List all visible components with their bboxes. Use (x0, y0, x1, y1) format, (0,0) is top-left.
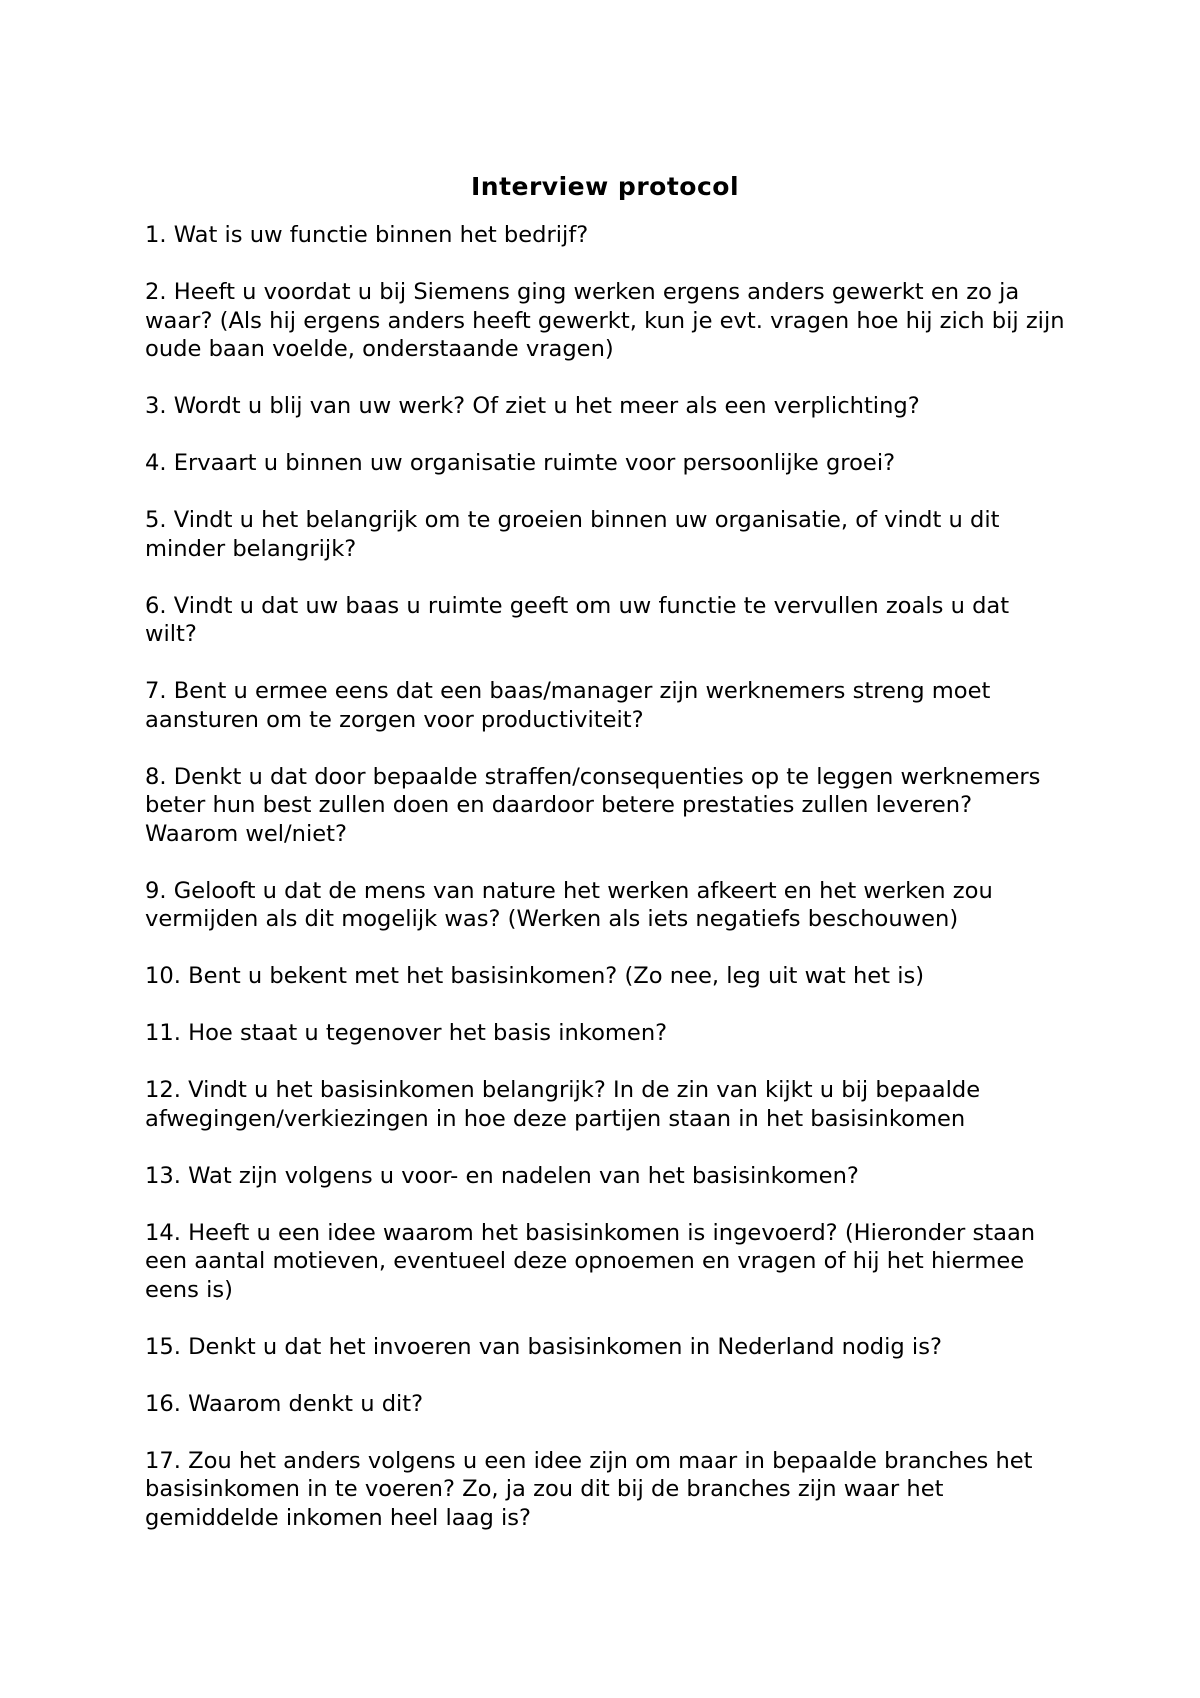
question-5: 5. Vindt u het belangrijk om te groeien binnen uw organisatie, of vindt u dit minder belangrijk? (145, 507, 1000, 562)
question-6: 6. Vindt u dat uw baas u ruimte geeft om uw functie te vervullen zoals u dat wilt? (145, 592, 1010, 647)
document-title: Interview protocol (470, 172, 740, 201)
question-12: 12. Vindt u het basisinkomen belangrijk? In de zin van kijkt u bij bepaalde afwegingen/verkiezingen in hoe deze partijen staan in het basisinkomen (145, 1077, 981, 1132)
document-body (145, 170, 1065, 1561)
question-17: 17. Zou het anders volgens u een idee zijn om maar in bepaalde branches het basisinkomen in te voeren? Zo, ja zou dit bij de branches zijn waar het gemiddelde inkomen heel laag is? (145, 1447, 1033, 1531)
question-3: 3. Wordt u blij van uw werk? Of ziet u het meer als een verplichting? (145, 393, 920, 419)
question-1: 1. Wat is uw functie binnen het bedrijf? (145, 222, 589, 248)
question-7: 7. Bent u ermee eens dat een baas/manager zijn werknemers streng moet aansturen om te zorgen voor productiviteit? (145, 678, 991, 733)
question-2: 2. Heeft u voordat u bij Siemens ging werken ergens anders gewerkt en zo ja waar? (Als hij ergens anders heeft gewerkt, kun je evt. vragen hoe hij zich bij zijn oude baan voelde, onderstaande vragen) (145, 279, 1065, 362)
question-16: 16. Waarom denkt u dit? (145, 1390, 424, 1417)
question-11: 11. Hoe staat u tegenover het basis inkomen? (145, 1020, 668, 1046)
question-8: 8. Denkt u dat door bepaalde straffen/consequenties op te leggen werknemers beter hun best zullen doen en daardoor betere prestaties zullen leveren? Waarom wel/niet? (145, 763, 1041, 847)
question-4: 4. Ervaart u binnen uw organisatie ruimte voor persoonlijke groei? (145, 450, 896, 476)
question-14: 14. Heeft u een idee waarom het basisinkomen is ingevoerd? (Hieronder staan een aantal motieven, eventueel deze opnoemen en vragen of hij het hiermee eens is) (145, 1219, 1036, 1303)
question-13: 13. Wat zijn volgens u voor- en nadelen van het basisinkomen? (145, 1162, 859, 1189)
question-15: 15. Denkt u dat het invoeren van basisinkomen in Nederland nodig is? (145, 1333, 942, 1360)
question-10: 10. Bent u bekent met het basisinkomen? (Zo nee, leg uit wat het is) (145, 963, 925, 989)
question-9: 9. Gelooft u dat de mens van nature het werken afkeert en het werken zou vermijden als dit mogelijk was? (Werken als iets negatiefs beschouwen) (145, 877, 993, 932)
